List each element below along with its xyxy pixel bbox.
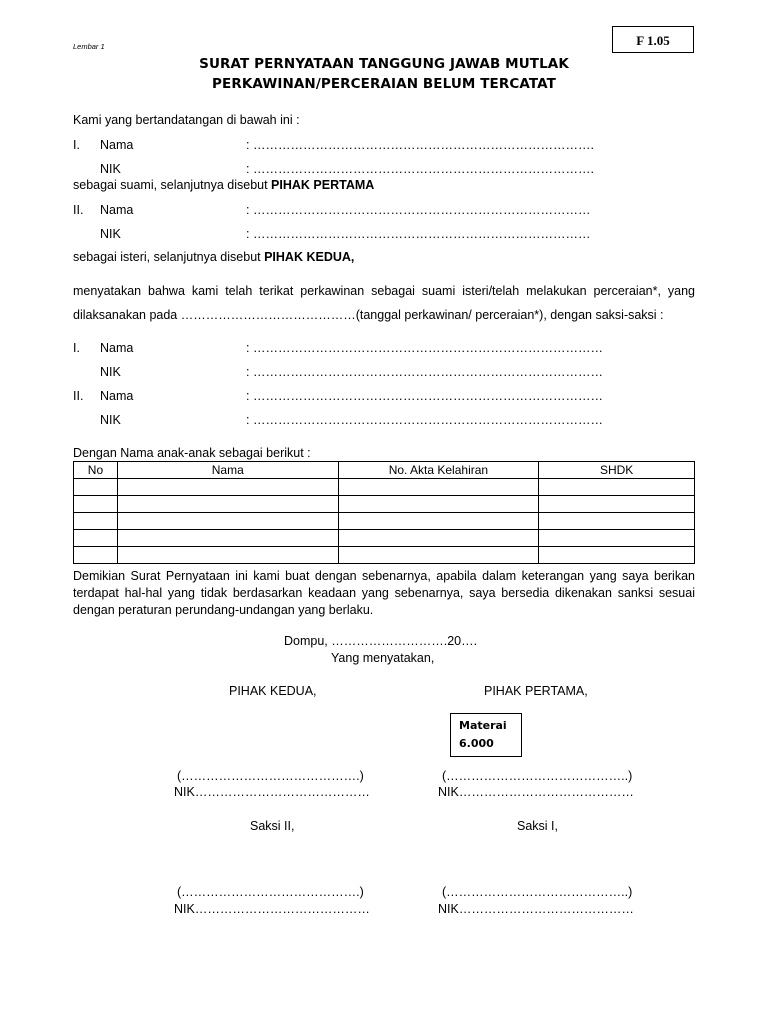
party1-designation bbox=[73, 178, 374, 192]
table-cell-shdk[interactable] bbox=[539, 513, 695, 530]
document-title-line1: SURAT PERNYATAAN TANGGUNG JAWAB MUTLAK bbox=[199, 56, 569, 72]
party-kedua-nik-line[interactable]: NIK…………………………………… bbox=[174, 785, 370, 799]
table-cell-akta[interactable] bbox=[338, 513, 539, 530]
closing-paragraph bbox=[73, 568, 695, 619]
witness1-nik-label: NIK bbox=[100, 365, 121, 379]
party2-name-field[interactable]: : ……………………………………………………………………… bbox=[246, 203, 591, 217]
witness2-nik-field[interactable]: : ………………………………………………………………………… bbox=[246, 413, 603, 427]
party1-numeral: I. bbox=[73, 138, 80, 152]
table-cell-no[interactable] bbox=[74, 513, 118, 530]
table-cell-nama[interactable] bbox=[117, 513, 338, 530]
party1-name-label: Nama bbox=[100, 138, 134, 152]
table-cell-shdk[interactable] bbox=[539, 496, 695, 513]
party-pertama-nik-line[interactable]: NIK…………………………………… bbox=[438, 785, 634, 799]
witness2-name-field[interactable]: : ………………………………………………………………………… bbox=[246, 389, 603, 403]
witness2-numeral: II. bbox=[73, 389, 84, 403]
place-date-line[interactable]: Dompu, ……………………….20…. bbox=[284, 634, 478, 648]
table-cell-akta[interactable] bbox=[338, 530, 539, 547]
table-cell-no[interactable] bbox=[74, 479, 118, 496]
table-cell-shdk[interactable] bbox=[539, 530, 695, 547]
party2-nik-field[interactable]: : ……………………………………………………………………… bbox=[246, 227, 591, 241]
table-cell-no[interactable] bbox=[74, 496, 118, 513]
party2-designation-name: PIHAK KEDUA, bbox=[264, 250, 355, 264]
witness1-signature-line[interactable]: (……………………………………..) bbox=[442, 885, 633, 899]
witness2-sign-label: Saksi II, bbox=[250, 819, 295, 833]
party1-designation-name: PIHAK PERTAMA bbox=[271, 178, 375, 192]
statement-paragraph bbox=[73, 283, 695, 324]
table-cell-shdk[interactable] bbox=[539, 547, 695, 564]
table-cell-no[interactable] bbox=[74, 547, 118, 564]
party-pertama-signature-line[interactable]: (……………………………………..) bbox=[442, 769, 633, 783]
table-row bbox=[74, 496, 695, 513]
table-cell-akta[interactable] bbox=[338, 479, 539, 496]
materai-stamp-box bbox=[450, 713, 522, 757]
column-header-akta: No. Akta Kelahiran bbox=[338, 462, 539, 479]
statement-line1: menyatakan bahwa kami telah terikat perkawinan sebagai suami isteri/telah melakukan perceraian*, yang bbox=[73, 284, 695, 298]
materai-label: Materai bbox=[459, 719, 507, 732]
table-cell-akta[interactable] bbox=[338, 496, 539, 513]
table-cell-nama[interactable] bbox=[117, 496, 338, 513]
intro-text: Kami yang bertandatangan di bawah ini : bbox=[73, 113, 300, 127]
table-cell-nama[interactable] bbox=[117, 479, 338, 496]
party1-nik-label: NIK bbox=[100, 162, 121, 176]
materai-value: 6.000 bbox=[459, 737, 494, 750]
witness1-name-field[interactable]: : ………………………………………………………………………… bbox=[246, 341, 603, 355]
table-row bbox=[74, 513, 695, 530]
party2-designation bbox=[73, 250, 354, 264]
closing-line1: Demikian Surat Pernyataan ini kami buat dengan sebenarnya, apabila dalam keterangan yang saya berikan bbox=[73, 569, 695, 583]
witness1-numeral: I. bbox=[73, 341, 80, 355]
table-cell-nama[interactable] bbox=[117, 530, 338, 547]
column-header-no: No bbox=[74, 462, 118, 479]
party1-designation-prefix: sebagai suami, selanjutnya disebut bbox=[73, 178, 272, 192]
party2-designation-prefix: sebagai isteri, selanjutnya disebut bbox=[73, 250, 265, 264]
party2-numeral: II. bbox=[73, 203, 84, 217]
children-intro: Dengan Nama anak-anak sebagai berikut : bbox=[73, 446, 311, 460]
table-cell-shdk[interactable] bbox=[539, 479, 695, 496]
party-kedua-sign-label: PIHAK KEDUA, bbox=[229, 684, 317, 698]
closing-line3: dengan peraturan perundang-undangan yang berlaku. bbox=[73, 603, 374, 617]
party2-name-label: Nama bbox=[100, 203, 134, 217]
column-header-nama: Nama bbox=[117, 462, 338, 479]
party2-nik-label: NIK bbox=[100, 227, 121, 241]
children-table bbox=[73, 461, 695, 564]
table-cell-nama[interactable] bbox=[117, 547, 338, 564]
witness2-nik-line[interactable]: NIK…………………………………… bbox=[174, 902, 370, 916]
party1-nik-field[interactable]: : ………………………………………………………………………. bbox=[246, 162, 594, 176]
party-pertama-sign-label: PIHAK PERTAMA, bbox=[484, 684, 588, 698]
table-row bbox=[74, 547, 695, 564]
form-code-box: F 1.05 bbox=[612, 26, 694, 53]
children-table-header-row bbox=[74, 462, 695, 479]
witness2-nik-label: NIK bbox=[100, 413, 121, 427]
party1-name-field[interactable]: : ………………………………………………………………………. bbox=[246, 138, 594, 152]
witness2-signature-line[interactable]: (…………………………………….) bbox=[177, 885, 364, 899]
witness1-name-label: Nama bbox=[100, 341, 134, 355]
table-row bbox=[74, 530, 695, 547]
table-row bbox=[74, 479, 695, 496]
closing-line2: terdapat hal-hal yang tidak berdasarkan keadaan yang sebenarnya, saya bersedia dikenakan sanksi sesuai bbox=[73, 586, 695, 600]
document-title-line2: PERKAWINAN/PERCERAIAN BELUM TERCATAT bbox=[212, 76, 556, 92]
declarant-label: Yang menyatakan, bbox=[331, 651, 435, 665]
witness1-nik-field[interactable]: : ………………………………………………………………………… bbox=[246, 365, 603, 379]
table-cell-akta[interactable] bbox=[338, 547, 539, 564]
witness1-nik-line[interactable]: NIK…………………………………… bbox=[438, 902, 634, 916]
column-header-shdk: SHDK bbox=[539, 462, 695, 479]
witness1-sign-label: Saksi I, bbox=[517, 819, 558, 833]
sheet-label: Lembar 1 bbox=[73, 42, 105, 51]
witness2-name-label: Nama bbox=[100, 389, 134, 403]
table-cell-no[interactable] bbox=[74, 530, 118, 547]
statement-line2: dilaksanakan pada ……………………………………(tanggal perkawinan/ perceraian*), dengan saksi-saksi : bbox=[73, 308, 664, 322]
party-kedua-signature-line[interactable]: (…………………………………….) bbox=[177, 769, 364, 783]
